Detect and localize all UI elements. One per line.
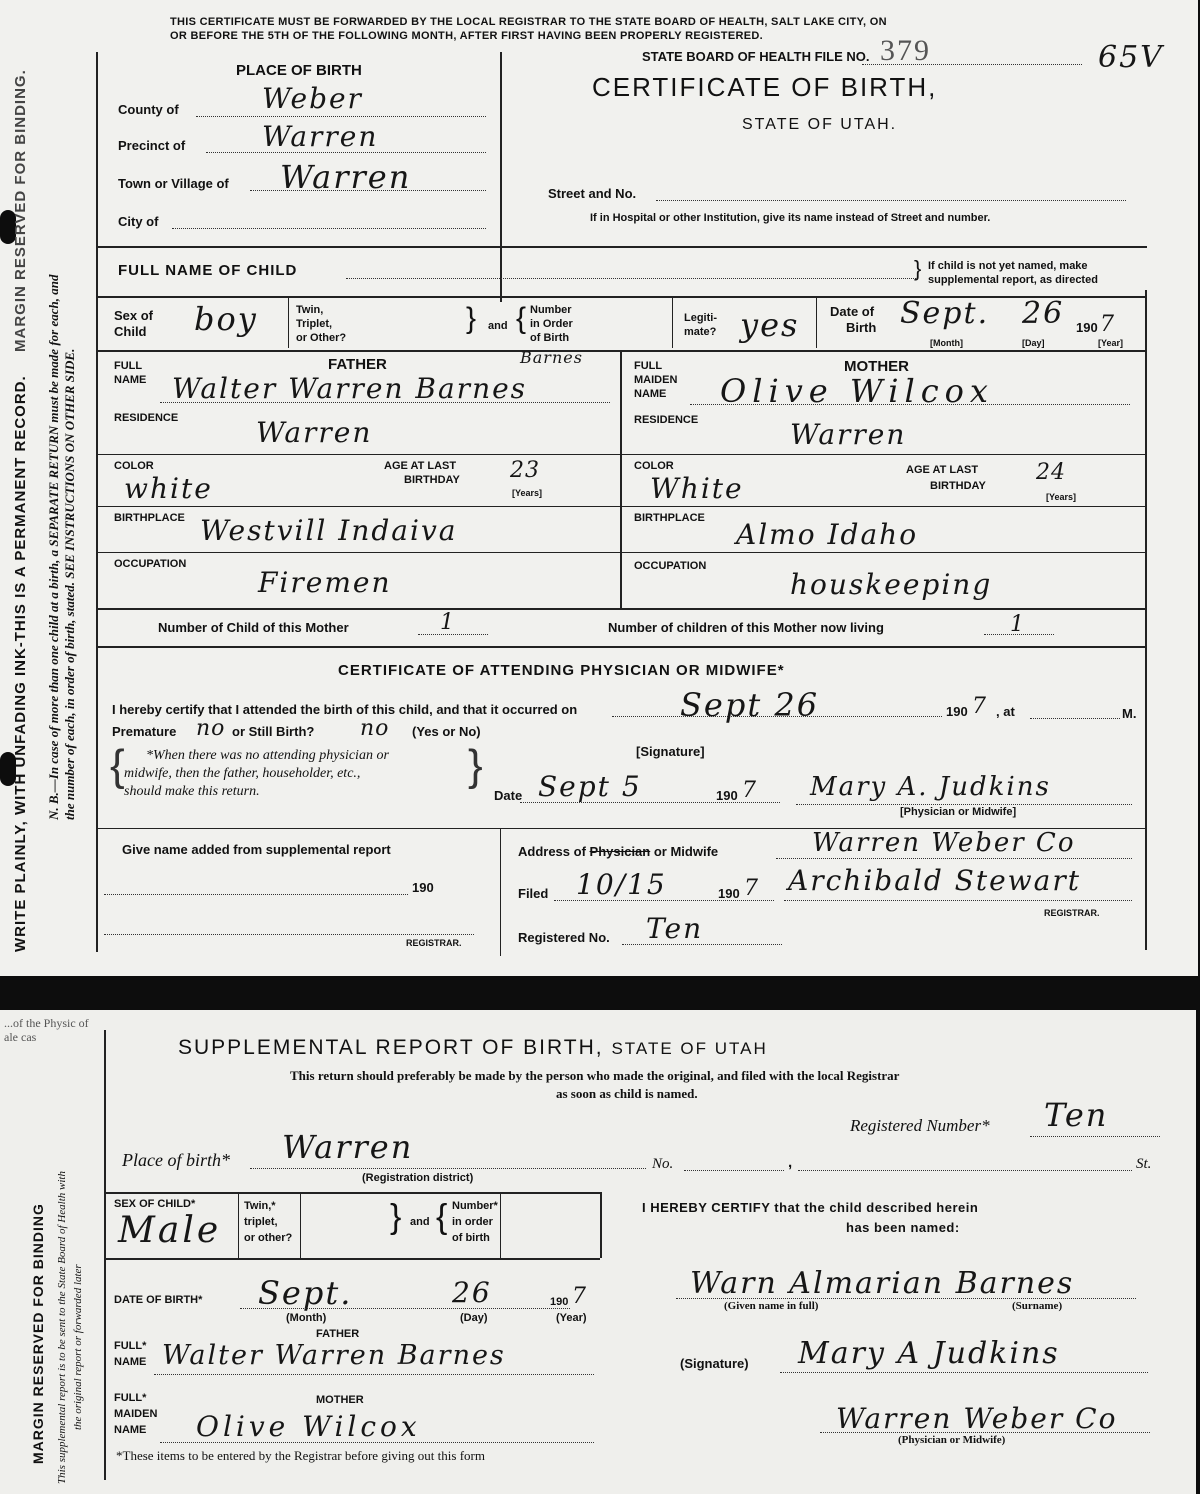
supplemental-border-left — [104, 1030, 106, 1480]
physician-note-3: should make this return. — [124, 784, 260, 799]
supplemental-certify-2: has been named: — [846, 1220, 960, 1235]
supplemental-mother-name-label: NAME — [114, 1424, 147, 1436]
physician-signature: Mary A. Judkins — [810, 772, 1051, 802]
supplemental-sex-label: SEX OF CHILD* — [114, 1198, 196, 1210]
father-name-insert: Barnes — [520, 348, 583, 367]
city-label: City of — [118, 214, 159, 229]
supplemental-number-label-3: of birth — [452, 1232, 490, 1244]
address-label: Address of Physician or Midwife — [518, 844, 719, 859]
registrar-label: REGISTRAR. — [1044, 908, 1100, 918]
father-color: white — [124, 472, 213, 505]
mother-full-label: FULL — [634, 360, 663, 372]
form-border-right — [1145, 290, 1147, 950]
note-brace-left: { — [110, 741, 125, 790]
occurred-year-prefix: 190 — [946, 704, 968, 719]
mother-residence: Warren — [790, 418, 907, 451]
supplemental-day-label: (Day) — [460, 1312, 488, 1324]
mother-color-label: COLOR — [634, 460, 674, 472]
premature-value: no — [196, 716, 226, 741]
yesno-label: (Yes or No) — [412, 724, 481, 739]
dob-year: 7 — [1100, 312, 1115, 337]
premature-label: Premature — [112, 724, 177, 739]
notice-line-2: OR BEFORE THE 5TH OF THE FOLLOWING MONTH, AFTER FIRST HAVING BEEN PROPERLY REGISTERED. — [170, 30, 763, 42]
filed-year: 7 — [744, 876, 759, 901]
supplemental-registered-label: Registered Number* — [850, 1116, 990, 1135]
certificate-subtitle: STATE OF UTAH. — [742, 116, 898, 133]
supplemental-father-name: Walter Warren Barnes — [162, 1340, 506, 1371]
mother-residence-label: RESIDENCE — [634, 414, 699, 426]
supplemental-no-label: No. — [652, 1156, 674, 1172]
filed-year-prefix: 190 — [718, 886, 740, 901]
sex-value: boy — [194, 300, 258, 338]
supplemental-twin-label: Twin,* — [244, 1200, 276, 1212]
physician-note-1: *When there was no attending physician or — [146, 748, 389, 763]
legit-label-2: mate? — [684, 326, 717, 338]
supplemental-title: SUPPLEMENTAL REPORT OF BIRTH, STATE OF UTAH — [178, 1036, 768, 1059]
still-label: or Still Birth? — [232, 724, 315, 739]
supplemental-address: Warren Weber Co — [836, 1402, 1118, 1435]
nb-note-1: N. B.—In case of more than one child at a birth, a SEPARATE RETURN must be made for each, and — [46, 274, 61, 820]
number-label: Number — [530, 304, 572, 316]
mother-name-label: NAME — [634, 388, 667, 400]
parents-divider — [620, 350, 622, 608]
father-heading: FATHER — [328, 356, 387, 373]
place-heading: PLACE OF BIRTH — [236, 62, 362, 79]
place-divider — [500, 52, 502, 302]
father-color-label: COLOR — [114, 460, 154, 472]
binding-margin-note: WRITE PLAINLY, WITH UNFADING INK-THIS IS A PERMANENT RECORD. — [12, 375, 29, 952]
mother-age-label: AGE AT LAST — [906, 464, 979, 476]
legit-label: Legiti- — [684, 312, 717, 324]
father-name: Walter Warren Barnes — [172, 372, 528, 405]
supplemental-registrar-label: REGISTRAR. — [406, 938, 462, 948]
number-label-2: in Order — [530, 318, 573, 330]
supplemental-place-label: Place of birth* — [122, 1150, 230, 1170]
physician-address: Warren Weber Co — [812, 828, 1076, 858]
mother-name: Olive Wilcox — [720, 372, 994, 410]
supplemental-year-prefix: 190 — [412, 880, 434, 895]
supplemental-signature: Mary A Judkins — [798, 1336, 1060, 1371]
supplemental-number-label: Number* — [452, 1200, 498, 1212]
supplemental-district-label: (Registration district) — [362, 1172, 474, 1184]
town-value: Warren — [280, 158, 412, 196]
file-no: 379 — [880, 34, 931, 67]
father-years-label: [Years] — [512, 488, 543, 498]
supplemental-dob-label: DATE OF BIRTH* — [114, 1294, 203, 1306]
county-value: Weber — [262, 82, 363, 115]
report-year-prefix: 190 — [716, 788, 738, 803]
supplemental-intro-1: This return should preferably be made by the person who made the original, and filed with the local Registrar — [290, 1068, 900, 1083]
file-no-label: STATE BOARD OF HEALTH FILE NO. — [642, 49, 870, 64]
brace: } — [466, 302, 477, 335]
still-value: no — [360, 716, 390, 741]
occurred-year: 7 — [972, 694, 987, 719]
number-label-3: of Birth — [530, 332, 570, 344]
brace: } — [390, 1198, 402, 1236]
county-label: County of — [118, 102, 179, 117]
signature-label: [Signature] — [636, 744, 705, 759]
supplemental-mother-heading: MOTHER — [316, 1394, 364, 1406]
at-label: , at — [996, 704, 1015, 719]
supplemental-twin-label-2: triplet, — [244, 1216, 278, 1228]
mother-years-label: [Years] — [1046, 492, 1077, 502]
children-living-label: Number of children of this Mother now living — [608, 620, 884, 635]
father-residence-label: RESIDENCE — [114, 412, 179, 424]
name-note-2: supplemental report, as directed — [928, 274, 1098, 286]
mother-birthplace-label: BIRTHPLACE — [634, 512, 705, 524]
supplemental-dob-month: Sept. — [258, 1274, 353, 1312]
town-label: Town or Village of — [118, 176, 229, 191]
supplemental-sex: Male — [118, 1210, 222, 1251]
mother-birthplace: Almo Idaho — [736, 518, 919, 551]
twin-label-2: Triplet, — [296, 318, 333, 330]
notice-line-1: THIS CERTIFICATE MUST BE FORWARDED BY THE LOCAL REGISTRAR TO THE STATE BOARD OF HEALTH, SALT LAKE CITY, ON — [170, 16, 887, 28]
birth-occurred: Sept 26 — [680, 686, 820, 724]
supplemental-year-label: (Year) — [556, 1312, 587, 1324]
supplemental-margin-note: MARGIN RESERVED FOR BINDING — [30, 1203, 46, 1464]
filed-date: 10/15 — [576, 868, 667, 901]
dob-month: Sept. — [900, 296, 990, 331]
surname-label: (Surname) — [1012, 1300, 1063, 1312]
physician-note-2: midwife, then the father, householder, etc., — [124, 766, 361, 781]
street-note: If in Hospital or other Institution, give its name instead of Street and number. — [590, 212, 991, 224]
supplemental-dob-day: 26 — [452, 1276, 492, 1309]
children-living: 1 — [1010, 612, 1025, 637]
child-number-label: Number of Child of this Mother — [158, 620, 349, 635]
supplemental-intro-2: as soon as child is named. — [556, 1086, 698, 1101]
supplemental-report — [0, 1010, 1196, 1494]
twin-label: Twin, — [296, 304, 324, 316]
dob-year-prefix: 190 — [1076, 320, 1098, 335]
child-name-label: FULL NAME OF CHILD — [118, 262, 298, 279]
dob-label-2: Birth — [846, 320, 877, 335]
binding-margin-top: MARGIN RESERVED FOR BINDING. — [12, 69, 29, 352]
supplemental-footnote: *These items to be entered by the Registrar before giving out this form — [116, 1448, 485, 1463]
report-date: Sept 5 — [538, 770, 642, 803]
father-full-label: FULL — [114, 360, 143, 372]
bleed-through-text: ...of the Physic of ale cas — [4, 1016, 89, 1044]
supplemental-month-label: (Month) — [286, 1312, 327, 1324]
supplemental-dob-year: 7 — [572, 1284, 587, 1309]
mother-color: White — [650, 472, 744, 505]
dob-day: 26 — [1022, 296, 1065, 331]
form-border-left — [96, 52, 98, 952]
supplemental-dob-year-prefix: 190 — [550, 1296, 569, 1308]
supplemental-and-label: and — [410, 1216, 430, 1228]
father-age: 23 — [510, 458, 540, 483]
father-age-label-2: BIRTHDAY — [404, 474, 460, 486]
mother-age: 24 — [1036, 460, 1066, 485]
mother-occupation: houskeeping — [790, 568, 993, 601]
day-label: [Day] — [1022, 338, 1045, 348]
supplemental-father-name-label: NAME — [114, 1356, 147, 1368]
father-name-label: NAME — [114, 374, 147, 386]
supplemental-certify-1: I HEREBY CERTIFY that the child described herein — [642, 1200, 979, 1215]
mother-occupation-label: OCCUPATION — [634, 560, 707, 572]
supplemental-father-full-label: FULL* — [114, 1340, 147, 1352]
mother-heading: MOTHER — [844, 358, 909, 375]
brace: { — [516, 302, 527, 335]
mother-maiden-label: MAIDEN — [634, 374, 678, 386]
given-name-label: (Given name in full) — [724, 1300, 819, 1312]
supplemental-mother-maiden-label: MAIDEN — [114, 1408, 158, 1420]
child-named: Warn Almarian Barnes — [690, 1266, 1075, 1301]
supplemental-registered-number: Ten — [1044, 1096, 1109, 1134]
sex-label: Sex of — [114, 308, 154, 323]
supplemental-st-label: St. — [1136, 1156, 1152, 1172]
child-number: 1 — [440, 610, 455, 635]
father-occupation-label: OCCUPATION — [114, 558, 187, 570]
registered-no: Ten — [646, 912, 704, 945]
supplemental-margin-note-3: the original report or forwarded later — [72, 1264, 84, 1430]
note-brace-right: } — [468, 741, 483, 790]
supplemental-mother-full-label: FULL* — [114, 1392, 147, 1404]
date-label: Date — [494, 788, 523, 803]
nb-note-2: the number of each, in order of birth, stated. SEE INSTRUCTIONS ON OTHER SIDE. — [62, 348, 77, 820]
year-label: [Year] — [1098, 338, 1124, 348]
month-label: [Month] — [930, 338, 963, 348]
mother-age-label-2: BIRTHDAY — [930, 480, 986, 492]
margin-note: 65V — [1098, 40, 1164, 75]
twin-label-3: or Other? — [296, 332, 347, 344]
legitimate-value: yes — [740, 306, 800, 344]
m-label: M. — [1122, 706, 1137, 721]
precinct-value: Warren — [262, 120, 379, 153]
supplemental-twin-label-3: or other? — [244, 1232, 293, 1244]
file-no-line — [862, 64, 1082, 65]
supplemental-father-heading: FATHER — [316, 1328, 360, 1340]
comma: , — [788, 1154, 793, 1171]
supplemental-mother-name: Olive Wilcox — [196, 1410, 421, 1443]
supplemental-margin-note-2: This supplemental report is to be sent to the State Board of Health with — [56, 1171, 68, 1484]
father-birthplace: Westvill Indaiva — [200, 514, 458, 547]
father-birthplace-label: BIRTHPLACE — [114, 512, 185, 524]
street-label: Street and No. — [548, 186, 637, 201]
registrar-signature: Archibald Stewart — [788, 864, 1081, 897]
brace: { — [436, 1198, 448, 1236]
supplemental-signature-label: (Signature) — [680, 1356, 749, 1371]
supplemental-role-label: (Physician or Midwife) — [898, 1434, 1006, 1446]
physician-certify-text: I hereby certify that I attended the birth of this child, and that it occurred on — [112, 702, 578, 717]
supplemental-number-label-2: in order — [452, 1216, 493, 1228]
name-note-1: If child is not yet named, make — [928, 260, 1088, 272]
report-year: 7 — [742, 778, 757, 803]
brace: } — [914, 256, 922, 281]
physician-heading: CERTIFICATE OF ATTENDING PHYSICIAN OR MIDWIFE* — [338, 662, 785, 679]
dob-label: Date of — [830, 304, 875, 319]
role-label: [Physician or Midwife] — [900, 806, 1017, 818]
registered-no-label: Registered No. — [518, 930, 610, 945]
precinct-label: Precinct of — [118, 138, 186, 153]
father-age-label: AGE AT LAST — [384, 460, 457, 472]
supplemental-box-label: Give name added from supplemental report — [122, 842, 391, 857]
supplemental-place: Warren — [282, 1128, 414, 1166]
father-residence: Warren — [256, 416, 373, 449]
and-label: and — [488, 320, 508, 332]
father-occupation: Firemen — [258, 566, 392, 599]
certificate-title: CERTIFICATE OF BIRTH, — [592, 72, 938, 102]
filed-label: Filed — [518, 886, 549, 901]
sex-label-2: Child — [114, 324, 147, 339]
